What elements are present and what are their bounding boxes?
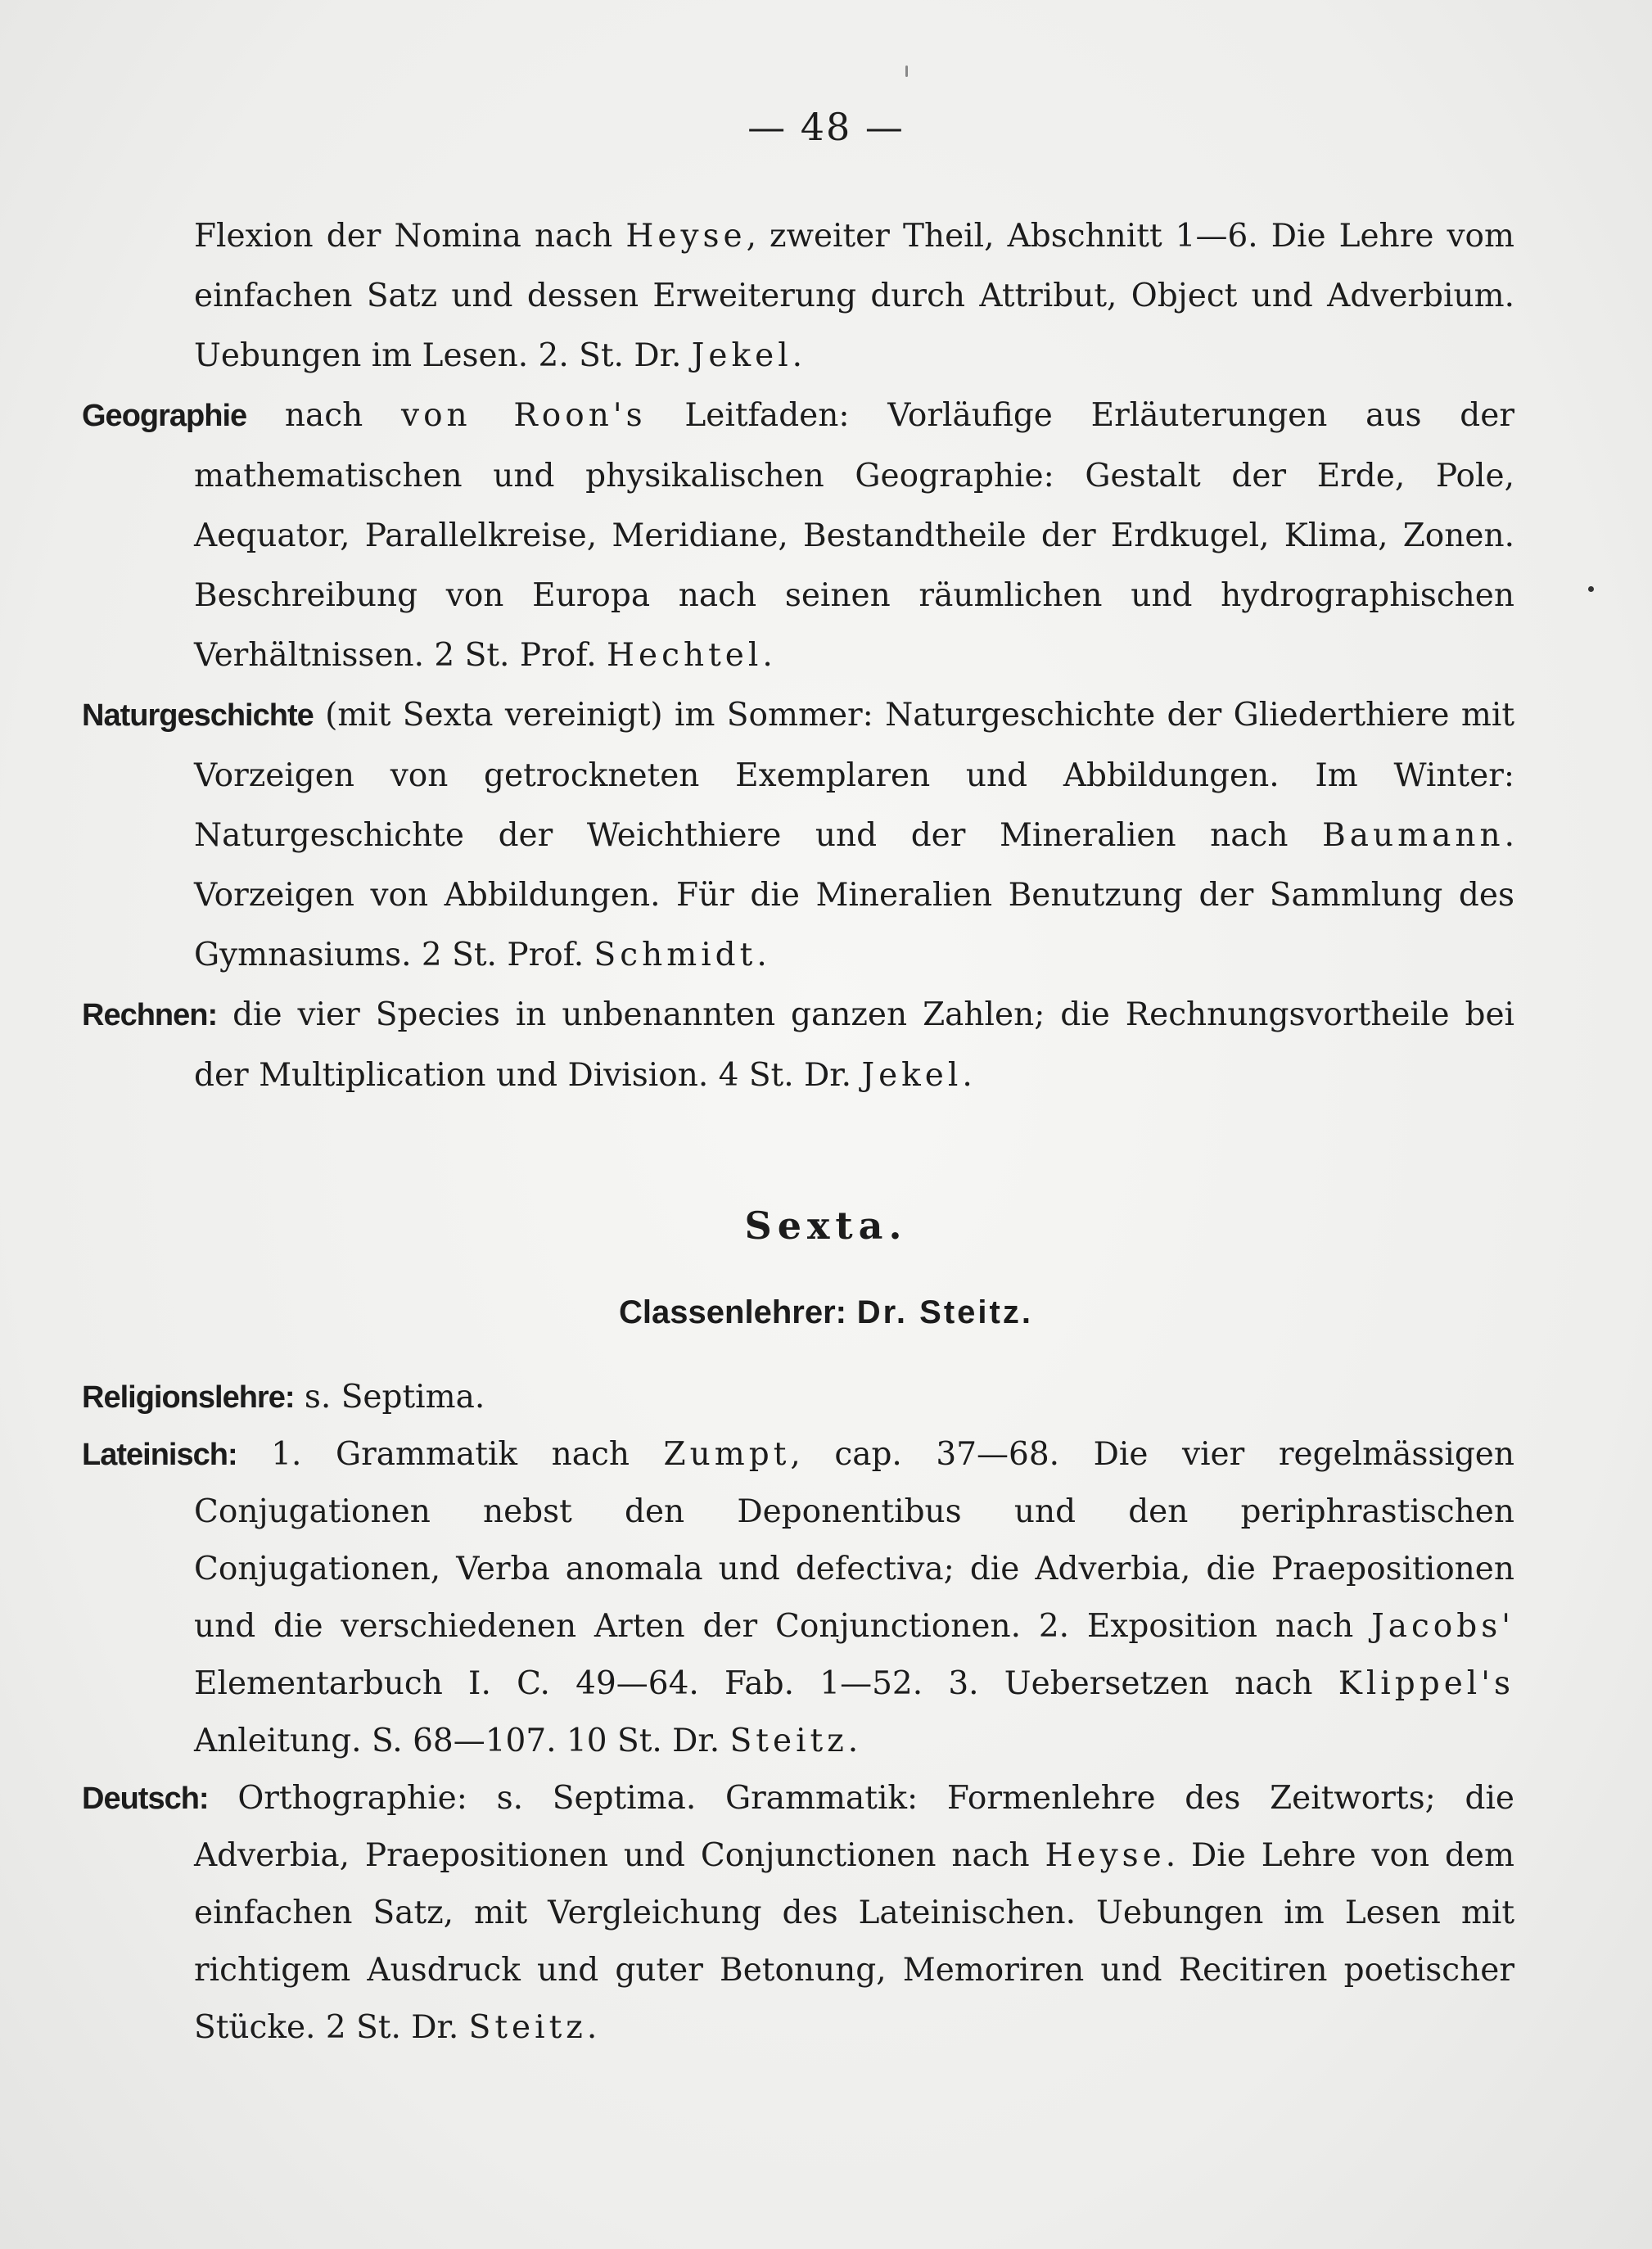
subject-heading: Rechnen: [82,998,218,1032]
author-name: von Roon's [401,397,647,434]
text-span: . [962,1057,973,1094]
text-span: . [762,637,773,674]
text-span: , cap. 37—68. Die vier regelmässigen Conjugationen nebst den Deponentibus und den periphrastischen Conjugationen, Verba anomala und defectiva; die Adverbia, die Praepositionen und die verschiedenen Arten der Conjunctionen. 2. Exposition nach [194,1436,1514,1645]
scan-speck [1588,586,1594,592]
teacher-name: Schmidt [594,937,757,973]
author-name: Heyse [625,218,747,255]
text-span: . [847,1723,859,1759]
teacher-name: Jekel [861,1057,963,1094]
teacher-name: Hechtel [607,637,763,674]
text-span: Orthographie: s. Septima. Grammatik: Formenlehre des Zeitworts; die Adverbia, Praepositionen und Conjunctionen nach [194,1780,1514,1874]
text-span: s. Septima. [294,1379,485,1416]
page-number: — 48 — [747,105,905,149]
subject-heading: Naturgeschichte [82,698,314,733]
class-teacher-name: Dr. Steitz. [856,1294,1033,1330]
upper-text-block [82,206,1514,1105]
class-teacher-label: Classenlehrer: [619,1294,846,1330]
teacher-name: Steitz [468,2009,587,2046]
text-span: (mit Sexta vereinigt) im Sommer: Naturgeschichte der Gliederthiere mit Vorzeigen von getrockneten Exemplaren und Abbildungen. Im Winter: Naturgeschichte der Weichthiere und der Mineralien nach [194,697,1514,854]
text-span: . [586,2009,598,2046]
deutsch-paragraph [82,1770,1514,2057]
section-title-sexta: Sexta. [744,1204,908,1248]
text-span: . Vorzeigen von Abbildungen. Für die Mineralien Benutzung der Sammlung des Gymnasiums. 2 St. Prof. [194,817,1514,973]
subject-heading: Deutsch: [82,1782,209,1816]
author-name: Zumpt [663,1436,791,1473]
teacher-name: Steitz [729,1723,848,1759]
text-span: Elementarbuch I. C. 49—64. Fab. 1—52. 3. Uebersetzen nach [194,1665,1338,1702]
deutsch-continuation-paragraph [82,206,1514,386]
scan-speck [905,65,908,77]
text-span: . [756,937,767,973]
author-name: Baumann [1322,817,1505,854]
text-span: die vier Species in unbenannten ganzen Zahlen; die Rechnungsvortheile bei der Multiplication und Division. 4 St. Dr. [194,996,1514,1094]
subject-heading: Lateinisch: [82,1438,237,1472]
author-name: Klippel's [1338,1665,1514,1702]
naturgeschichte-paragraph [82,685,1514,985]
religionslehre-paragraph [82,1369,1514,1426]
text-span: Leitfaden: Vorläufige Erläuterungen aus der mathematischen und physikalischen Geographie: Gestalt der Erde, Pole, Aequator, Parallelkreise, Meridiane, Bestandtheile der Erdkugel, Klima, Zonen. Beschreibung von Europa nach seinen räumlichen und hydrographischen Verhältnissen. 2 St. Prof. [194,397,1514,674]
subject-heading: Geographie [82,399,247,433]
text-span: . Die Lehre von dem einfachen Satz, mit Vergleichung des Lateinischen. Uebungen im Lesen mit richtigem Ausdruck und guter Betonung, Memoriren und Recitiren poetischer Stücke. 2 St. Dr. [194,1837,1514,2046]
subject-heading: Religionslehre: [82,1380,295,1415]
lateinisch-paragraph [82,1426,1514,1770]
text-span: , zweiter Theil, Abschnitt 1—6. Die Lehre vom einfachen Satz und dessen Erweiterung durch Attribut, Object und Adverbium. Uebungen im Lesen. 2. St. Dr. [194,218,1514,374]
text-span: nach [246,397,402,434]
text-span: 1. Grammatik nach [237,1436,664,1473]
text-span: Anleitung. S. 68—107. 10 St. Dr. [194,1723,730,1759]
text-span: Flexion der Nomina nach [194,218,626,255]
author-name: Jacobs' [1371,1608,1514,1645]
geographie-paragraph [82,386,1514,685]
author-name: Heyse [1045,1837,1166,1874]
rechnen-paragraph [82,985,1514,1105]
text-span: . [792,337,803,374]
teacher-name: Jekel [691,337,792,374]
class-teacher-line [0,1294,1652,1331]
lower-text-block [82,1369,1514,2057]
